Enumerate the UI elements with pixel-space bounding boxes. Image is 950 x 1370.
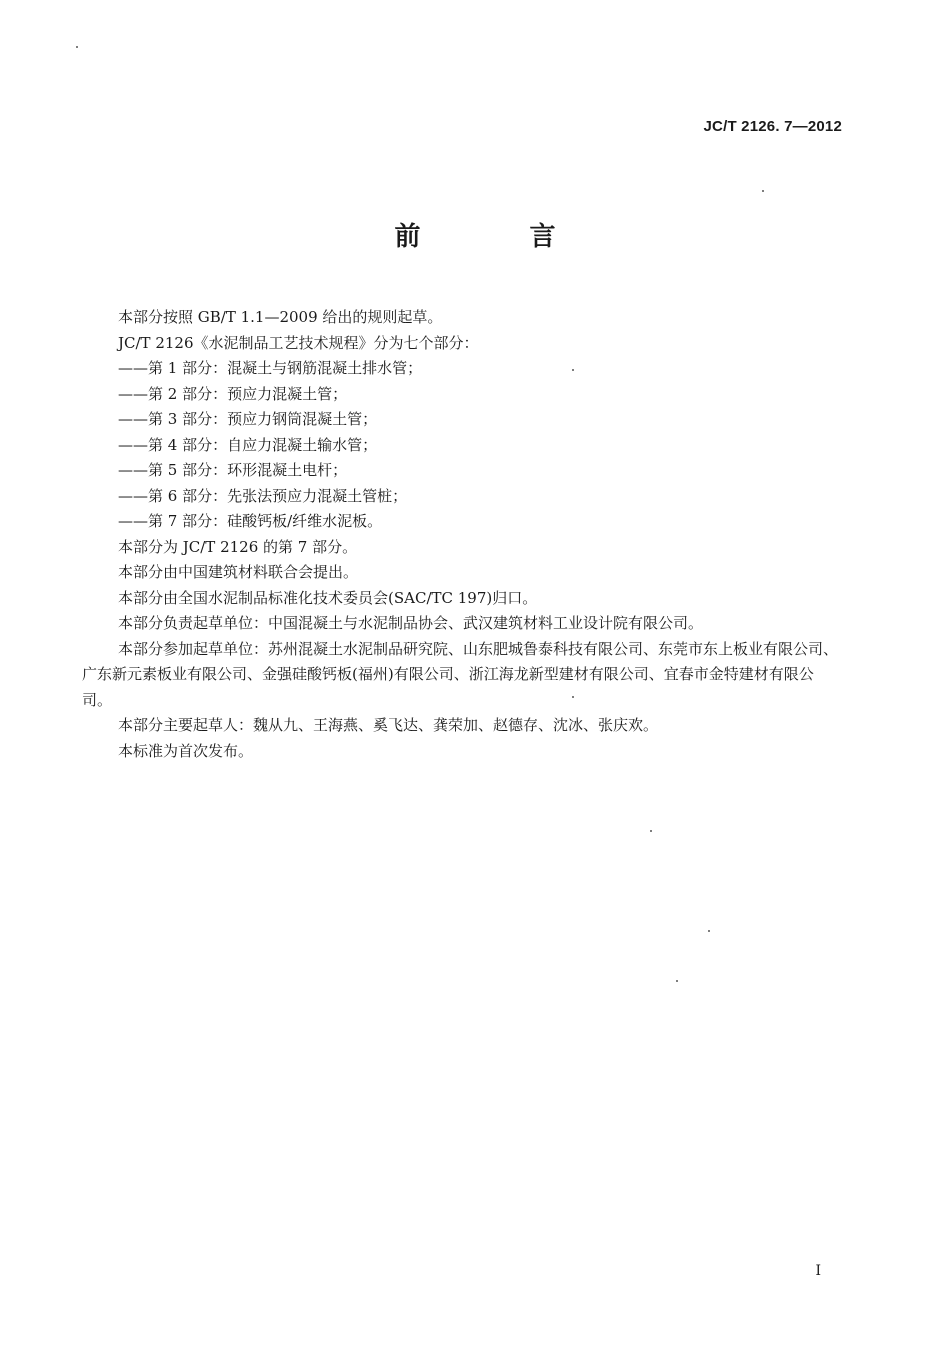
list-item: ——第 1 部分：混凝土与钢筋混凝土排水管； bbox=[118, 359, 423, 377]
paragraph-drafting-rules: 本部分按照 GB/T 1.1—2009 给出的规则起草。 bbox=[118, 308, 443, 326]
scan-speck bbox=[650, 830, 652, 832]
paragraph-lead-drafters: 本部分负责起草单位：中国混凝土与水泥制品协会、武汉建筑材料工业设计院有限公司。 bbox=[118, 614, 704, 632]
foreword-body bbox=[82, 305, 842, 764]
paragraph-part-number: 本部分为 JC/T 2126 的第 7 部分。 bbox=[118, 537, 358, 556]
list-item: ——第 2 部分：预应力混凝土管； bbox=[118, 384, 348, 403]
list-item: ——第 5 部分：环形混凝土电杆； bbox=[118, 461, 348, 479]
scan-speck bbox=[708, 930, 710, 932]
list-item: ——第 6 部分：先张法预应力混凝土管桩； bbox=[118, 486, 408, 505]
paragraph-proposer: 本部分由中国建筑材料联合会提出。 bbox=[118, 563, 359, 581]
standard-code: JC/T 2126. 7—2012 bbox=[703, 118, 842, 135]
scan-speck bbox=[76, 46, 78, 48]
paragraph-main-drafters: 本部分主要起草人：魏从九、王海燕、奚飞达、龚荣加、赵德存、沈冰、张庆欢。 bbox=[118, 716, 659, 734]
scan-speck bbox=[676, 980, 678, 982]
page-title: 前 言 bbox=[394, 222, 606, 252]
scan-speck bbox=[762, 190, 764, 192]
paragraph-participating-drafters: 本部分参加起草单位：苏州混凝土水泥制品研究院、山东肥城鲁泰科技有限公司、东莞市东上板业有限公司、广东新元素板业有限公司、金强硅酸钙板(福州)有限公司、浙江海龙新型建材有限公司、宜春市金特建材有限公司。 bbox=[82, 639, 839, 709]
paragraph-committee: 本部分由全国水泥制品标准化技术委员会(SAC/TC 197)归口。 bbox=[118, 588, 538, 607]
scan-speck bbox=[572, 696, 574, 698]
page-number: I bbox=[815, 1263, 821, 1279]
list-item: ——第 7 部分：硅酸钙板/纤维水泥板。 bbox=[118, 512, 383, 530]
paragraph-parts-intro: JC/T 2126《水泥制品工艺技术规程》分为七个部分： bbox=[118, 333, 479, 352]
paragraph-first-release: 本标准为首次发布。 bbox=[118, 741, 254, 760]
scan-speck bbox=[572, 369, 574, 371]
list-item: ——第 4 部分：自应力混凝土输水管； bbox=[118, 435, 378, 454]
list-item: ——第 3 部分：预应力钢筒混凝土管； bbox=[118, 410, 378, 428]
